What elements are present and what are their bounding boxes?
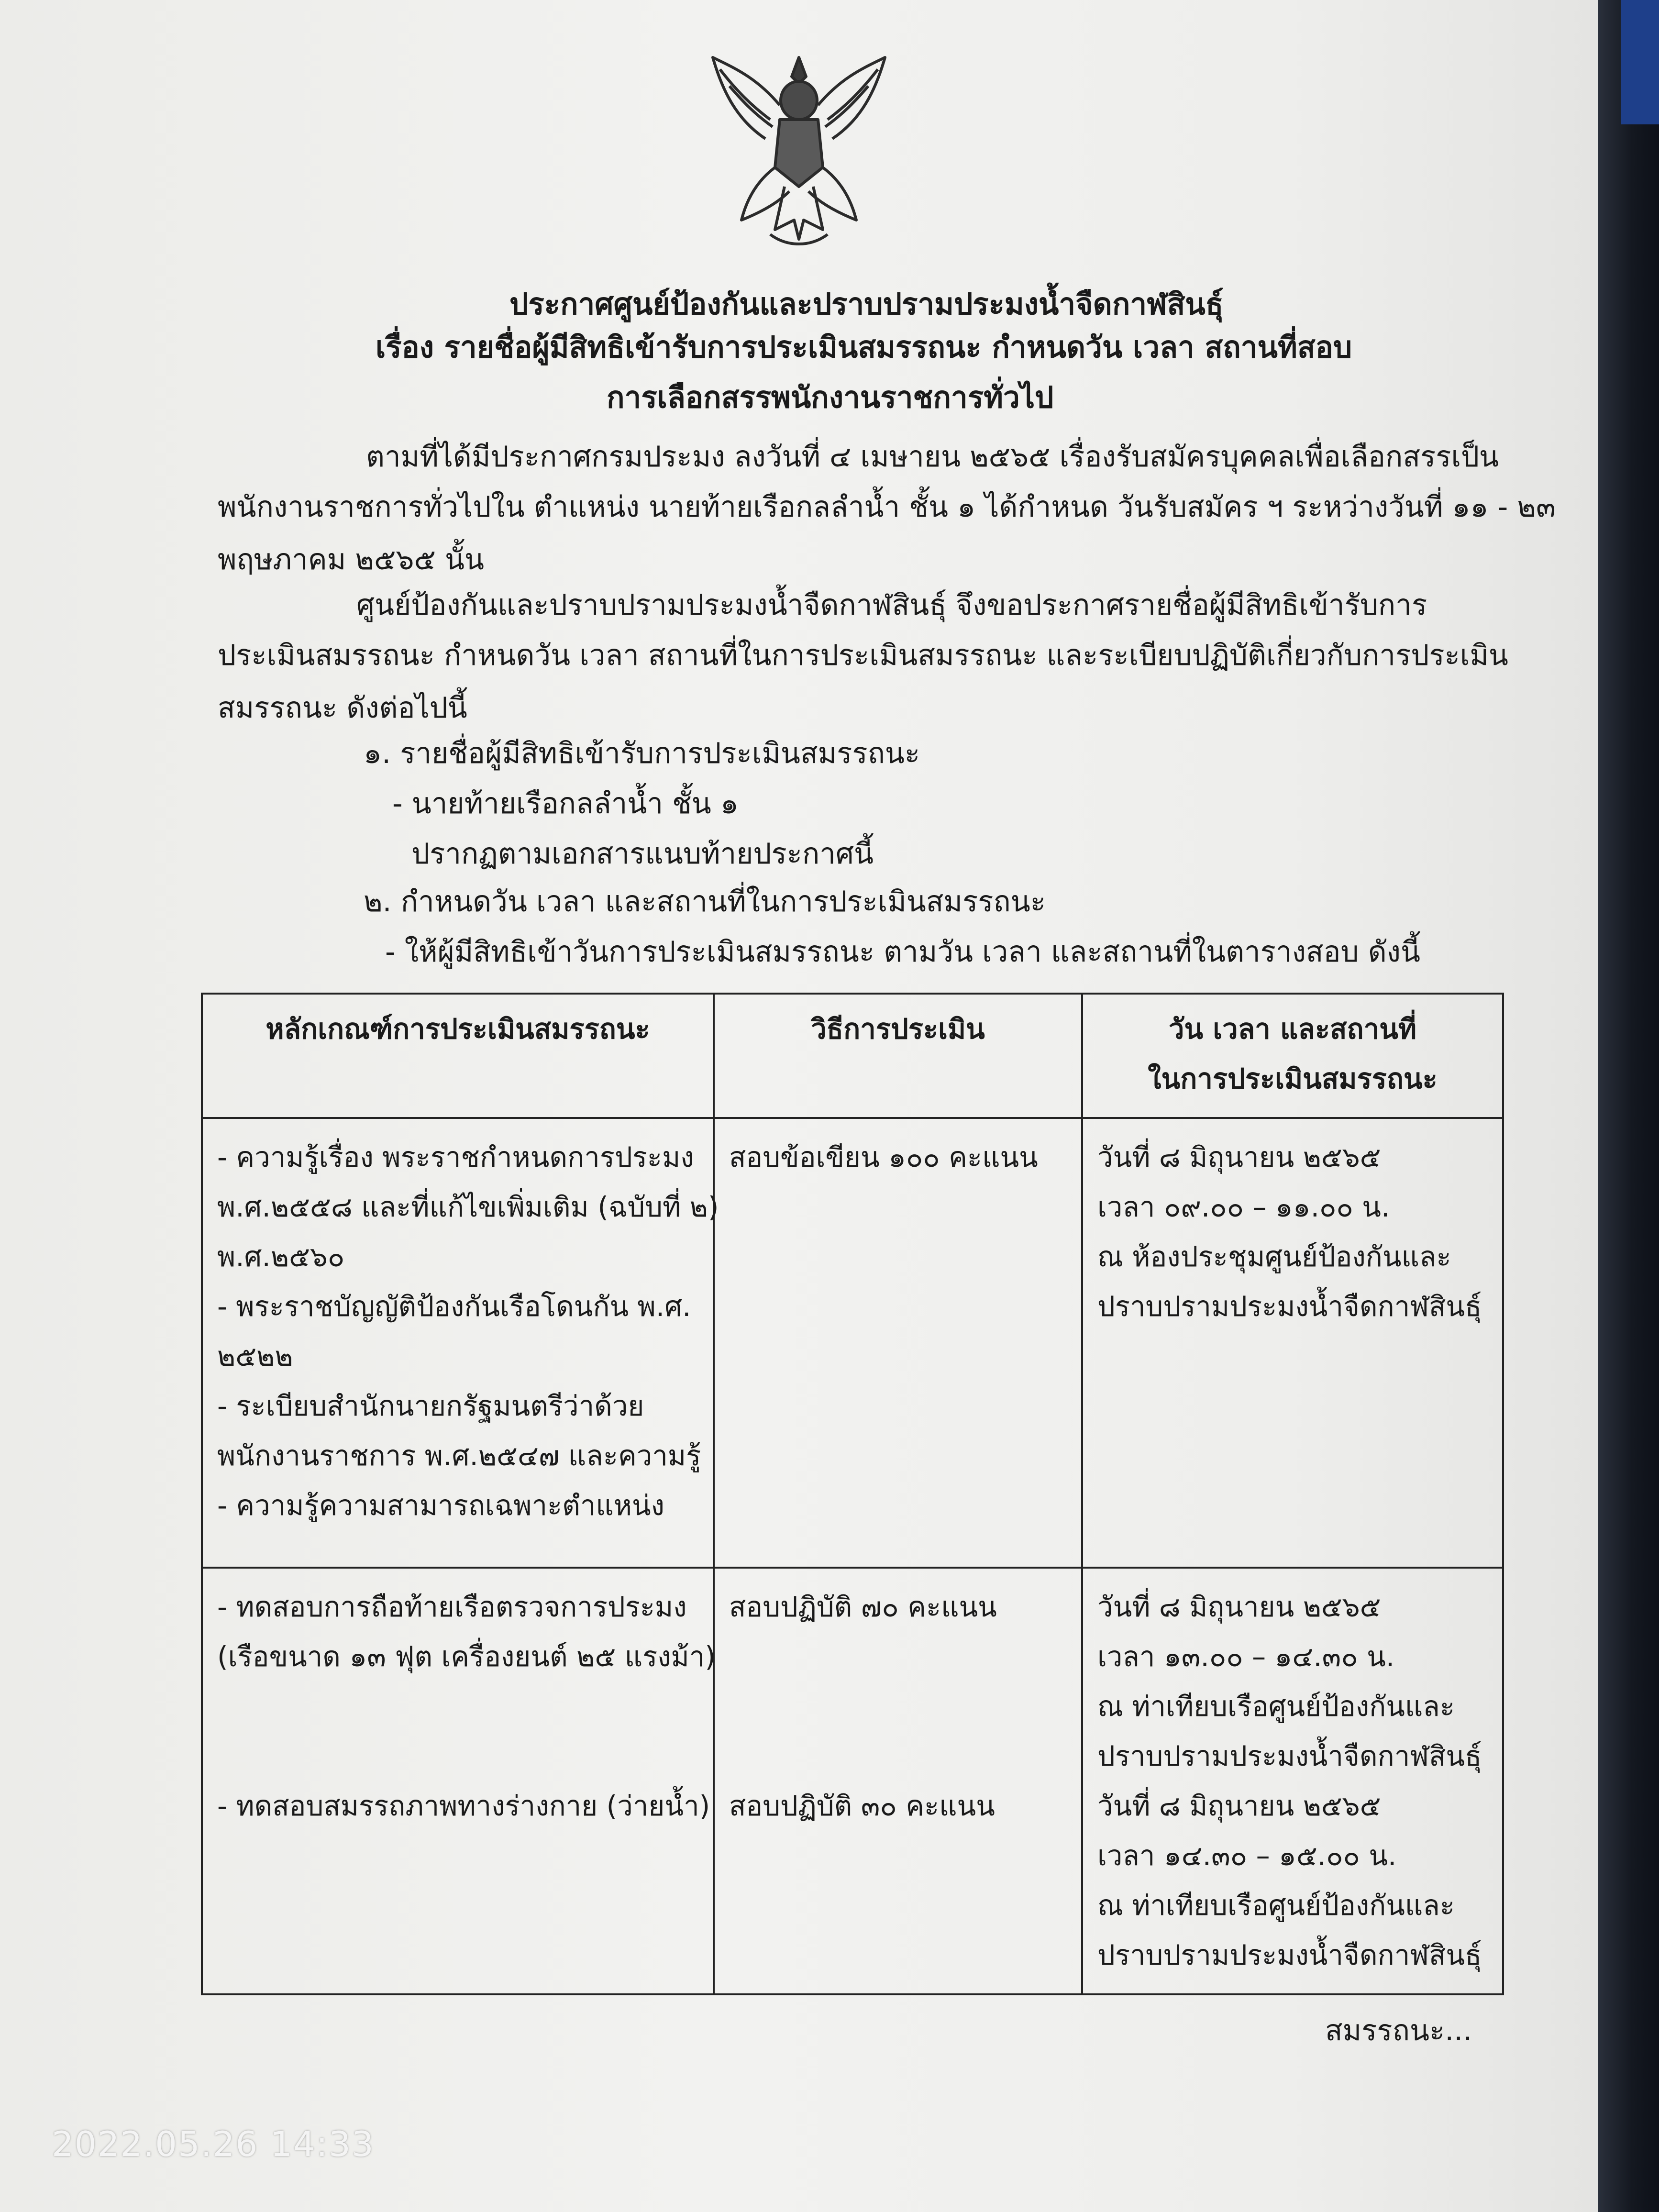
- item-1-heading: ๑. รายชื่อผู้มีสิทธิเข้ารับการประเมินสมรรถนะ: [364, 737, 920, 770]
- header-schedule: วัน เวลา และสถานที่ ในการประเมินสมรรถนะ: [1082, 994, 1503, 1118]
- header-method: วิธีการประเมิน: [714, 994, 1082, 1118]
- title-line-2: เรื่อง รายชื่อผู้มีสิทธิเข้ารับการประเมินสมรรถนะ กำหนดวัน เวลา สถานที่สอบ: [376, 330, 1352, 365]
- item-2-instruction: - ให้ผู้มีสิทธิเข้าวันการประเมินสมรรถนะ ตามวัน เวลา และสถานที่ในตารางสอบ ดังนี้: [385, 935, 1420, 969]
- exam-schedule-table: [201, 993, 1504, 1995]
- row1-schedule: วันที่ ๘ มิถุนายน ๒๕๖๕ เวลา ๐๙.๐๐ – ๑๑.๐๐ น. ณ ห้องประชุมศูนย์ป้องกันและ ปราบปรามประมงน้ำจืดกาฬสินธุ์: [1082, 1118, 1503, 1568]
- table-header-row: [202, 994, 1503, 1118]
- photo-timestamp: 2022.05.26 14:33: [52, 2124, 375, 2164]
- para1-line-3: พฤษภาคม ๒๕๖๕ นั้น: [218, 543, 484, 576]
- row2-criteria: - ทดสอบการถือท้ายเรือตรวจการประมง (เรือขนาด ๑๓ ฟุต เครื่องยนต์ ๒๕ แรงม้า) - ทดสอบสมรรถภาพทางร่างกาย (ว่ายน้ำ): [202, 1568, 714, 1994]
- row2-method: สอบปฏิบัติ ๗๐ คะแนน สอบปฏิบัติ ๓๐ คะแนน: [714, 1568, 1082, 1994]
- header-criteria: หลักเกณฑ์การประเมินสมรรถนะ: [202, 994, 714, 1118]
- table-row: [202, 1118, 1503, 1568]
- para2-line-2: ประเมินสมรรถนะ กำหนดวัน เวลา สถานที่ในการประเมินสมรรถนะ และระเบียบปฏิบัติเกี่ยวกับการประเมิน: [218, 639, 1508, 672]
- row1-method: สอบข้อเขียน ๑๐๐ คะแนน: [714, 1118, 1082, 1568]
- continuation-marker: สมรรถนะ...: [1325, 2014, 1472, 2047]
- para1-line-1: ตามที่ได้มีประกาศกรมประมง ลงวันที่ ๔ เมษายน ๒๕๖๕ เรื่องรับสมัครบุคคลเพื่อเลือกสรรเป็น: [366, 440, 1499, 474]
- item-1-position: - นายท้ายเรือกลลำน้ำ ชั้น ๑: [392, 787, 739, 820]
- table-row: [202, 1568, 1503, 1994]
- item-1-attachment-note: ปรากฏตามเอกสารแนบท้ายประกาศนี้: [411, 837, 874, 871]
- garuda-emblem-icon: [703, 48, 895, 249]
- row1-criteria: - ความรู้เรื่อง พระราชกำหนดการประมง พ.ศ.๒๕๕๘ และที่แก้ไขเพิ่มเติม (ฉบับที่ ๒) พ.ศ.๒๕๖๐ - พระราชบัญญัติป้องกันเรือโดนกัน พ.ศ. ๒๕๒๒ - ระเบียบสำนักนายกรัฐมนตรีว่าด้วย พนักงานราชการ พ.ศ.๒๕๔๗ และความรู้ - ความรู้ความสามารถเฉพาะตำแหน่ง: [202, 1118, 714, 1568]
- desk-background: [1592, 0, 1659, 2212]
- para1-line-2: พนักงานราชการทั่วไปใน ตำแหน่ง นายท้ายเรือกลลำน้ำ ชั้น ๑ ได้กำหนด วันรับสมัคร ฯ ระหว่างวันที่ ๑๑ - ๒๓: [218, 490, 1556, 524]
- title-line-3: การเลือกสรรพนักงานราชการทั่วไป: [607, 380, 1054, 415]
- title-line-1: ประกาศศูนย์ป้องกันและปราบปรามประมงน้ำจืดกาฬสินธุ์: [509, 287, 1224, 321]
- item-2-heading: ๒. กำหนดวัน เวลา และสถานที่ในการประเมินสมรรถนะ: [364, 885, 1046, 918]
- para2-line-3: สมรรถนะ ดังต่อไปนี้: [218, 691, 467, 725]
- para2-line-1: ศูนย์ป้องกันและปราบปรามประมงน้ำจืดกาฬสินธุ์ จึงขอประกาศรายชื่อผู้มีสิทธิเข้ารับการ: [356, 588, 1427, 622]
- row2-schedule: วันที่ ๘ มิถุนายน ๒๕๖๕ เวลา ๑๓.๐๐ – ๑๔.๓๐ น. ณ ท่าเทียบเรือศูนย์ป้องกันและ ปราบปรามประมงน้ำจืดกาฬสินธุ์ วันที่ ๘ มิถุนายน ๒๕๖๕ เวลา ๑๔.๓๐ – ๑๕.๐๐ น. ณ ท่าเทียบเรือศูนย์ป้องกันและ ปราบปรามประมงน้ำจืดกาฬสินธุ์: [1082, 1568, 1503, 1994]
- blue-folder-corner: [1621, 0, 1659, 124]
